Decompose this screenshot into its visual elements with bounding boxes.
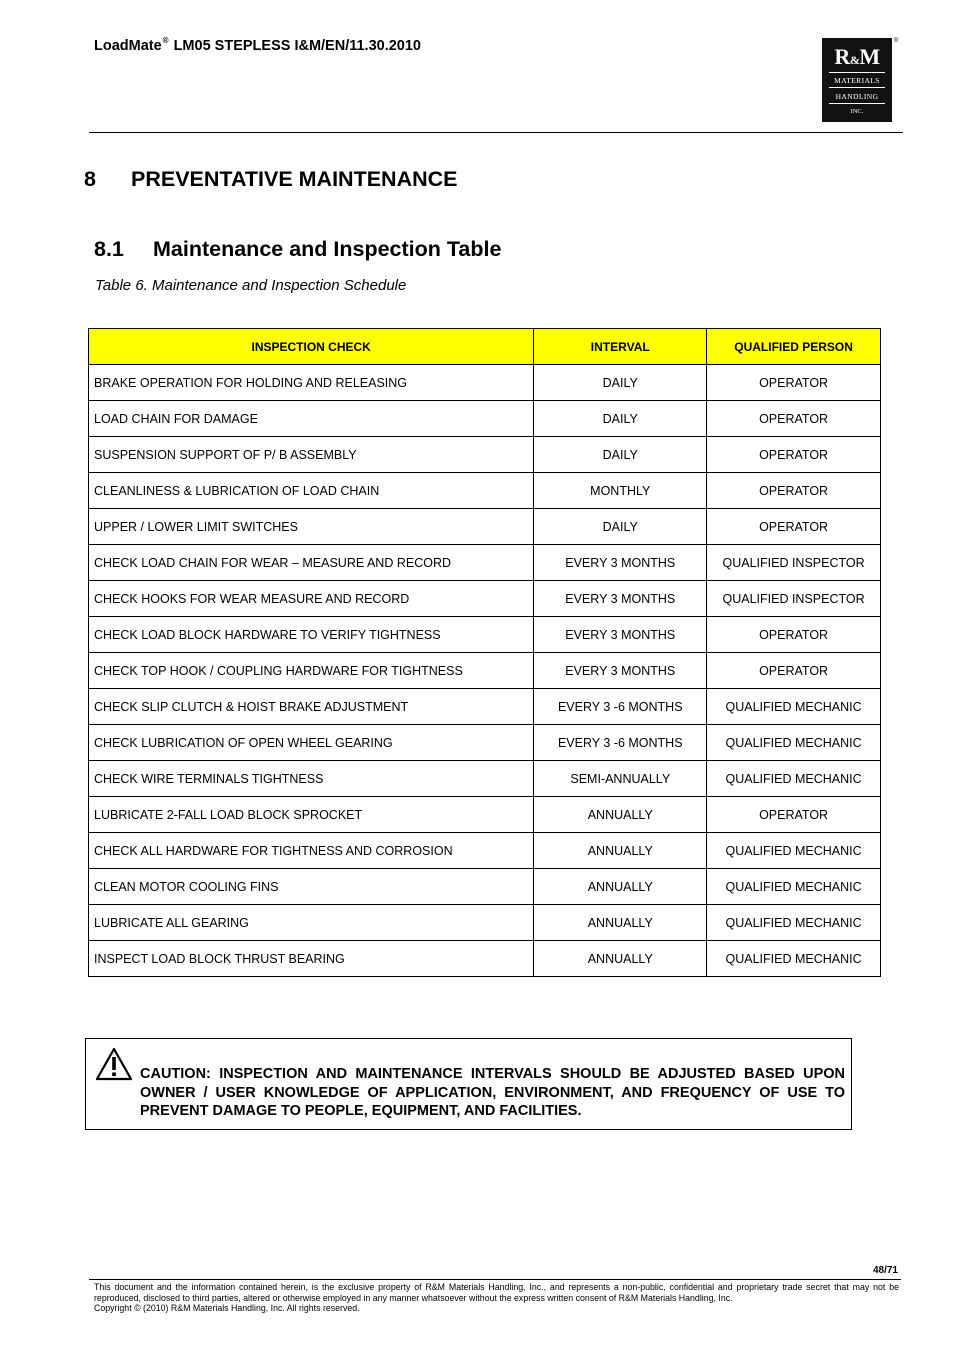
interval-cell: SEMI-ANNUALLY xyxy=(534,761,707,797)
product-name: LoadMate xyxy=(94,38,162,54)
inspection-check-cell: CHECK SLIP CLUTCH & HOIST BRAKE ADJUSTMENT xyxy=(89,689,534,725)
qualified-person-cell: OPERATOR xyxy=(707,653,881,689)
interval-cell: ANNUALLY xyxy=(534,941,707,977)
logo-registered-mark: ® xyxy=(894,38,899,44)
document-header xyxy=(94,36,421,54)
inspection-check-cell: SUSPENSION SUPPORT OF P/ B ASSEMBLY xyxy=(89,437,534,473)
table-row xyxy=(89,797,881,833)
subsection-heading xyxy=(94,237,501,262)
table-row xyxy=(89,401,881,437)
interval-cell: ANNUALLY xyxy=(534,833,707,869)
table-row xyxy=(89,473,881,509)
inspection-check-cell: CHECK ALL HARDWARE FOR TIGHTNESS AND CORROSION xyxy=(89,833,534,869)
interval-cell: EVERY 3 MONTHS xyxy=(534,545,707,581)
qualified-person-cell: OPERATOR xyxy=(707,509,881,545)
subsection-number: 8.1 xyxy=(94,237,124,261)
subsection-title: Maintenance and Inspection Table xyxy=(153,237,502,261)
table-row xyxy=(89,617,881,653)
table-row xyxy=(89,581,881,617)
qualified-person-cell: OPERATOR xyxy=(707,473,881,509)
footer-divider xyxy=(89,1279,901,1280)
inspection-check-cell: BRAKE OPERATION FOR HOLDING AND RELEASING xyxy=(89,365,534,401)
inspection-check-cell: UPPER / LOWER LIMIT SWITCHES xyxy=(89,509,534,545)
qualified-person-cell: QUALIFIED INSPECTOR xyxy=(707,581,881,617)
section-title: PREVENTATIVE MAINTENANCE xyxy=(131,167,458,191)
qualified-person-cell: QUALIFIED MECHANIC xyxy=(707,941,881,977)
qualified-person-cell: OPERATOR xyxy=(707,365,881,401)
qualified-person-cell: OPERATOR xyxy=(707,437,881,473)
caution-box xyxy=(85,1038,852,1130)
table-row xyxy=(89,725,881,761)
logo-line-inc: INC. xyxy=(850,108,864,115)
qualified-person-cell: OPERATOR xyxy=(707,797,881,833)
footer-copyright: Copyright © (2010) R&M Materials Handling, Inc. All rights reserved. xyxy=(94,1303,360,1313)
qualified-person-cell: OPERATOR xyxy=(707,401,881,437)
interval-cell: DAILY xyxy=(534,365,707,401)
inspection-check-cell: CHECK LOAD BLOCK HARDWARE TO VERIFY TIGHTNESS xyxy=(89,617,534,653)
caution-text: CAUTION: INSPECTION AND MAINTENANCE INTERVALS SHOULD BE ADJUSTED BASED UPON OWNER / USER KNOWLEDGE OF APPLICATION, ENVIRONMENT, AND FREQUENCY OF USE TO PREVENT DAMAGE TO PEOPLE, EQUIPMENT, AND FACILITIES. xyxy=(140,1066,845,1119)
column-header-interval: INTERVAL xyxy=(534,329,707,365)
interval-cell: DAILY xyxy=(534,437,707,473)
inspection-check-cell: CLEAN MOTOR COOLING FINS xyxy=(89,869,534,905)
qualified-person-cell: OPERATOR xyxy=(707,617,881,653)
maintenance-table xyxy=(88,328,881,977)
table-row xyxy=(89,689,881,725)
registered-mark: ® xyxy=(162,36,169,45)
inspection-check-cell: CHECK WIRE TERMINALS TIGHTNESS xyxy=(89,761,534,797)
interval-cell: EVERY 3 -6 MONTHS xyxy=(534,689,707,725)
interval-cell: EVERY 3 -6 MONTHS xyxy=(534,725,707,761)
interval-cell: ANNUALLY xyxy=(534,797,707,833)
qualified-person-cell: QUALIFIED MECHANIC xyxy=(707,833,881,869)
interval-cell: EVERY 3 MONTHS xyxy=(534,653,707,689)
inspection-check-cell: LUBRICATE ALL GEARING xyxy=(89,905,534,941)
table-row xyxy=(89,905,881,941)
qualified-person-cell: QUALIFIED MECHANIC xyxy=(707,689,881,725)
inspection-check-cell: LUBRICATE 2-FALL LOAD BLOCK SPROCKET xyxy=(89,797,534,833)
company-logo xyxy=(822,38,892,122)
interval-cell: ANNUALLY xyxy=(534,905,707,941)
column-header-inspection-check: INSPECTION CHECK xyxy=(89,329,534,365)
table-row xyxy=(89,545,881,581)
section-heading xyxy=(84,167,458,192)
table-caption: Table 6. Maintenance and Inspection Schedule xyxy=(95,277,407,294)
interval-cell: EVERY 3 MONTHS xyxy=(534,581,707,617)
table-row xyxy=(89,761,881,797)
warning-triangle-icon xyxy=(95,1047,133,1081)
logo-rm: R&M xyxy=(834,44,880,69)
interval-cell: ANNUALLY xyxy=(534,869,707,905)
interval-cell: EVERY 3 MONTHS xyxy=(534,617,707,653)
inspection-check-cell: LOAD CHAIN FOR DAMAGE xyxy=(89,401,534,437)
qualified-person-cell: QUALIFIED MECHANIC xyxy=(707,761,881,797)
inspection-check-cell: CHECK LOAD CHAIN FOR WEAR – MEASURE AND RECORD xyxy=(89,545,534,581)
logo-divider xyxy=(829,87,885,88)
table-row xyxy=(89,653,881,689)
logo-line-handling: HANDLING xyxy=(835,92,879,101)
inspection-check-cell: CHECK LUBRICATION OF OPEN WHEEL GEARING xyxy=(89,725,534,761)
document-id: LM05 STEPLESS I&M/EN/11.30.2010 xyxy=(173,38,421,54)
logo-divider xyxy=(829,72,885,73)
column-header-qualified-person: QUALIFIED PERSON xyxy=(707,329,881,365)
table-row xyxy=(89,365,881,401)
interval-cell: DAILY xyxy=(534,401,707,437)
section-number: 8 xyxy=(84,167,96,191)
header-divider xyxy=(89,132,903,133)
logo-divider xyxy=(829,103,885,104)
table-row xyxy=(89,869,881,905)
inspection-check-cell: INSPECT LOAD BLOCK THRUST BEARING xyxy=(89,941,534,977)
table-row xyxy=(89,941,881,977)
footer-notice: This document and the information contained herein, is the exclusive property of R&M Materials Handling, Inc., and represents a non-public, confidential and proprietary trade secret that may not be reproduced, disclosed to third parties, altered or otherwise employed in any manner whatsoever without the express written consent of R&M Materials Handling, Inc. xyxy=(94,1282,899,1303)
inspection-check-cell: CHECK HOOKS FOR WEAR MEASURE AND RECORD xyxy=(89,581,534,617)
interval-cell: MONTHLY xyxy=(534,473,707,509)
qualified-person-cell: QUALIFIED MECHANIC xyxy=(707,725,881,761)
inspection-check-cell: CHECK TOP HOOK / COUPLING HARDWARE FOR TIGHTNESS xyxy=(89,653,534,689)
logo-line-materials: MATERIALS xyxy=(834,76,880,85)
table-row xyxy=(89,833,881,869)
page-number: 48/71 xyxy=(872,1265,898,1276)
table-header-row xyxy=(89,329,881,365)
qualified-person-cell: QUALIFIED MECHANIC xyxy=(707,905,881,941)
interval-cell: DAILY xyxy=(534,509,707,545)
qualified-person-cell: QUALIFIED INSPECTOR xyxy=(707,545,881,581)
qualified-person-cell: QUALIFIED MECHANIC xyxy=(707,869,881,905)
inspection-check-cell: CLEANLINESS & LUBRICATION OF LOAD CHAIN xyxy=(89,473,534,509)
table-row xyxy=(89,437,881,473)
table-row xyxy=(89,509,881,545)
